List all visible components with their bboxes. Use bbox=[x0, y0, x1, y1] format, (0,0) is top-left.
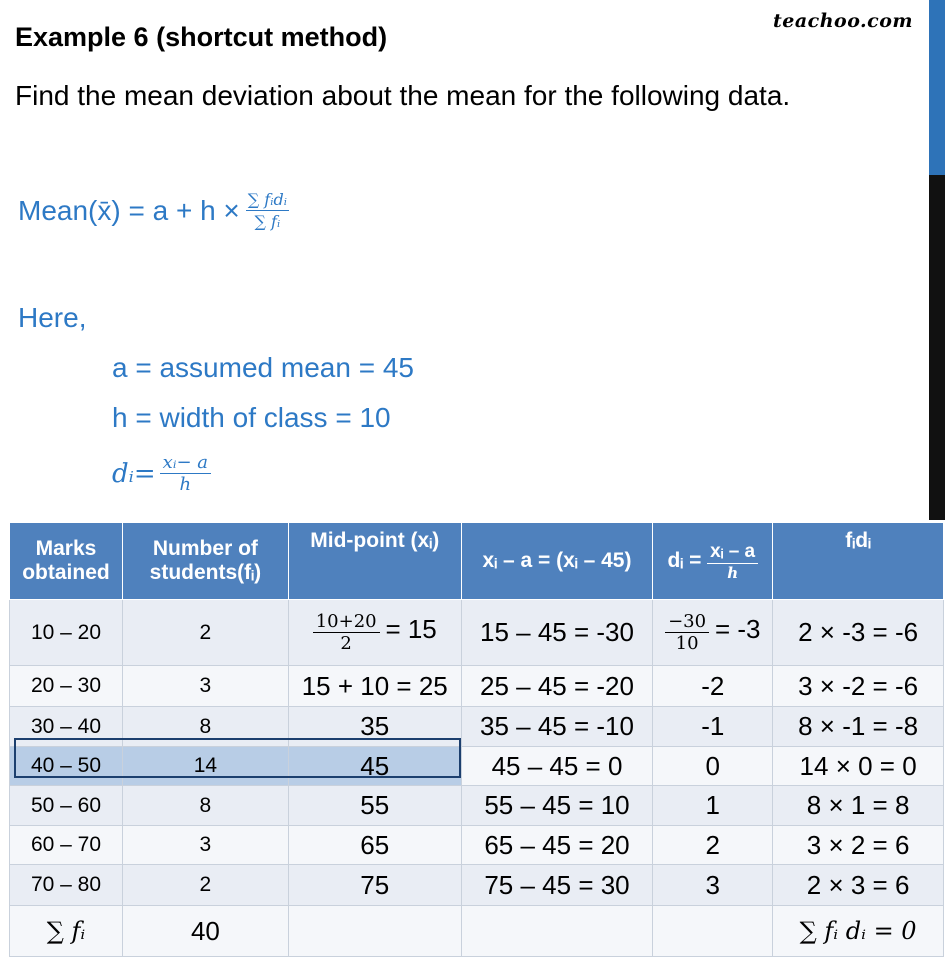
mean-formula-fraction bbox=[246, 190, 289, 231]
teachoo-logo: teachoo.com bbox=[772, 10, 913, 32]
question-text: Find the mean deviation about the mean for the following data. bbox=[15, 80, 791, 111]
cell-marks: 10 – 20 bbox=[10, 600, 123, 666]
cell-f: 14 bbox=[122, 747, 288, 786]
cell-midpoint: 55 bbox=[288, 786, 461, 826]
cell-midpoint: 15 + 10 = 25 bbox=[288, 666, 461, 707]
mean-formula-lhs: Mean(x̄) = a + h × bbox=[18, 194, 240, 226]
d-fraction bbox=[665, 611, 709, 654]
cell-sum-fd: ∑ fᵢ dᵢ = 0 bbox=[773, 906, 944, 957]
cell-f: 8 bbox=[122, 707, 288, 747]
cell-f-total: 40 bbox=[122, 906, 288, 957]
cell-fd: 3 × 2 = 6 bbox=[773, 826, 944, 865]
header-marks-line2: obtained bbox=[22, 561, 110, 584]
cell-deviation: 65 – 45 = 20 bbox=[461, 826, 653, 865]
header-fd bbox=[773, 523, 944, 600]
header-students-line1: Number of bbox=[152, 537, 258, 560]
cell-sum-f-label: ∑ fᵢ bbox=[10, 906, 123, 957]
header-marks-line1: Marks bbox=[35, 537, 97, 560]
cell-empty bbox=[653, 906, 773, 957]
d-result: = -3 bbox=[714, 614, 761, 645]
cell-midpoint bbox=[288, 600, 461, 666]
cell-fd: 2 × 3 = 6 bbox=[773, 865, 944, 906]
cell-d bbox=[653, 600, 773, 666]
table-row bbox=[10, 865, 944, 906]
table-row bbox=[10, 666, 944, 707]
mean-formula bbox=[18, 190, 289, 231]
cell-marks: 40 – 50 bbox=[10, 747, 123, 786]
cell-d: -1 bbox=[653, 707, 773, 747]
midpoint-fraction bbox=[313, 611, 380, 654]
header-d-numerator: xᵢ – a bbox=[707, 541, 758, 564]
midpoint-numerator: 10+20 bbox=[313, 611, 380, 633]
here-label: Here, bbox=[18, 302, 87, 333]
table-row-highlighted bbox=[10, 747, 944, 786]
header-d-denominator: h bbox=[727, 563, 739, 582]
cell-f: 8 bbox=[122, 786, 288, 826]
cell-midpoint: 65 bbox=[288, 826, 461, 865]
cell-marks: 30 – 40 bbox=[10, 707, 123, 747]
cell-fd: 2 × -3 = -6 bbox=[773, 600, 944, 666]
table-row bbox=[10, 826, 944, 865]
cell-deviation: 25 – 45 = -20 bbox=[461, 666, 653, 707]
table-row bbox=[10, 600, 944, 666]
cell-deviation: 55 – 45 = 10 bbox=[461, 786, 653, 826]
cell-midpoint: 75 bbox=[288, 865, 461, 906]
cell-empty bbox=[288, 906, 461, 957]
scrollbar-thumb[interactable] bbox=[929, 0, 945, 175]
header-d-fraction bbox=[707, 541, 758, 582]
cell-fd: 14 × 0 = 0 bbox=[773, 747, 944, 786]
table-row bbox=[10, 707, 944, 747]
cell-deviation: 45 – 45 = 0 bbox=[461, 747, 653, 786]
cell-f: 3 bbox=[122, 826, 288, 865]
cell-fd: 8 × 1 = 8 bbox=[773, 786, 944, 826]
header-fd-label: fᵢdᵢ bbox=[845, 529, 871, 552]
cell-deviation: 35 – 45 = -10 bbox=[461, 707, 653, 747]
cell-marks: 20 – 30 bbox=[10, 666, 123, 707]
header-d-label: dᵢ = bbox=[667, 548, 702, 572]
d-formula-lhs: dᵢ= bbox=[112, 458, 156, 489]
cell-deviation: 15 – 45 = -30 bbox=[461, 600, 653, 666]
cell-midpoint: 35 bbox=[288, 707, 461, 747]
cell-marks: 50 – 60 bbox=[10, 786, 123, 826]
d-denominator: 10 bbox=[675, 633, 699, 654]
header-deviation: xᵢ – a = (xᵢ – 45) bbox=[461, 523, 653, 600]
d-formula-numerator: xᵢ− a bbox=[160, 452, 211, 474]
cell-midpoint: 45 bbox=[288, 747, 461, 786]
header-d bbox=[653, 523, 773, 600]
table-header-row bbox=[10, 523, 944, 600]
scrollbar[interactable] bbox=[929, 0, 945, 520]
cell-fd: 3 × -2 = -6 bbox=[773, 666, 944, 707]
midpoint-denominator: 2 bbox=[340, 633, 352, 654]
cell-d: 0 bbox=[653, 747, 773, 786]
d-formula-denominator: h bbox=[179, 474, 192, 495]
d-formula-fraction bbox=[160, 452, 211, 495]
scrollbar-track-dark bbox=[929, 175, 945, 520]
cell-d: -2 bbox=[653, 666, 773, 707]
mean-formula-denominator: ∑ fᵢ bbox=[254, 212, 281, 231]
cell-fd: 8 × -1 = -8 bbox=[773, 707, 944, 747]
header-midpoint bbox=[288, 523, 461, 600]
cell-d: 3 bbox=[653, 865, 773, 906]
midpoint-result: = 15 bbox=[385, 614, 437, 645]
d-formula bbox=[112, 452, 211, 495]
header-students bbox=[122, 523, 288, 600]
cell-marks: 60 – 70 bbox=[10, 826, 123, 865]
d-numerator: −30 bbox=[665, 611, 709, 633]
cell-d: 1 bbox=[653, 786, 773, 826]
mean-formula-numerator: ∑ fᵢdᵢ bbox=[247, 190, 287, 209]
cell-f: 3 bbox=[122, 666, 288, 707]
cell-marks: 70 – 80 bbox=[10, 865, 123, 906]
cell-f: 2 bbox=[122, 600, 288, 666]
data-table bbox=[9, 522, 944, 957]
assumed-mean-line: a = assumed mean = 45 bbox=[112, 352, 414, 383]
table-row bbox=[10, 786, 944, 826]
header-marks bbox=[10, 523, 123, 600]
cell-d: 2 bbox=[653, 826, 773, 865]
header-students-line2: students(fᵢ) bbox=[149, 561, 262, 584]
cell-f: 2 bbox=[122, 865, 288, 906]
cell-empty bbox=[461, 906, 653, 957]
cell-deviation: 75 – 45 = 30 bbox=[461, 865, 653, 906]
class-width-line: h = width of class = 10 bbox=[112, 402, 391, 433]
page-title: Example 6 (shortcut method) bbox=[15, 22, 388, 52]
header-midpoint-label: Mid-point (xᵢ) bbox=[310, 529, 440, 552]
table-total-row bbox=[10, 906, 944, 957]
